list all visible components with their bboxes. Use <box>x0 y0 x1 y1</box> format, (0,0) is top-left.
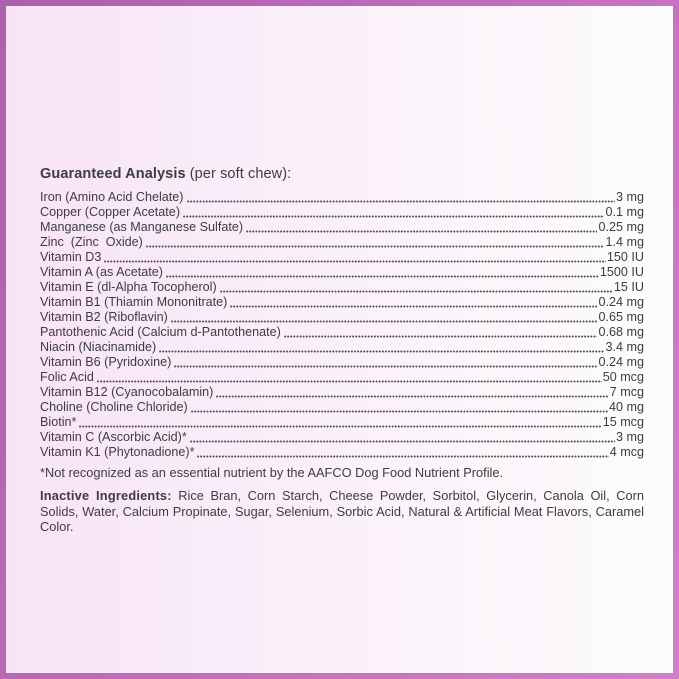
dot-leader <box>97 380 602 383</box>
nutrient-value: 150 IU <box>606 250 644 264</box>
section-title-bold: Guaranteed Analysis <box>40 166 186 182</box>
dot-leader <box>104 260 606 263</box>
nutrient-value: 3 mg <box>616 190 644 204</box>
table-row <box>40 295 644 310</box>
nutrient-name: Vitamin D3 <box>40 250 102 264</box>
nutrient-value: 0.1 mg <box>605 205 644 219</box>
nutrient-name: Niacin (Niacinamide) <box>40 340 157 354</box>
nutrient-value: 0.24 mg <box>598 295 644 309</box>
nutrient-name: Biotin* <box>40 415 77 429</box>
table-row <box>40 415 644 430</box>
table-row <box>40 355 644 370</box>
label-background <box>6 6 673 673</box>
nutrient-value: 40 mg <box>608 400 644 414</box>
dot-leader <box>159 350 604 353</box>
dot-leader <box>190 440 615 443</box>
nutrient-value: 15 IU <box>613 280 644 294</box>
table-row <box>40 340 644 355</box>
dot-leader <box>284 335 598 338</box>
nutrient-name: Vitamin B1 (Thiamin Mononitrate) <box>40 295 228 309</box>
nutrient-name: Pantothenic Acid (Calcium d-Pantothenate) <box>40 325 281 339</box>
analysis-table <box>40 190 644 460</box>
nutrient-name: Folic Acid <box>40 370 94 384</box>
nutrient-value: 0.24 mg <box>598 355 644 369</box>
table-row <box>40 385 644 400</box>
nutrient-value: 3 mg <box>616 430 644 444</box>
table-row <box>40 250 644 265</box>
table-row <box>40 370 644 385</box>
table-row <box>40 445 644 460</box>
dot-leader <box>174 365 597 368</box>
aafco-footnote: *Not recognized as an essential nutrient by the AAFCO Dog Food Nutrient Profile. <box>40 465 504 480</box>
table-row <box>40 190 644 205</box>
nutrient-name: Vitamin B6 (Pyridoxine) <box>40 355 172 369</box>
inactive-ingredients-label: Inactive Ingredients: <box>40 488 172 503</box>
nutrient-value: 3.4 mg <box>605 340 644 354</box>
table-row <box>40 400 644 415</box>
table-row <box>40 235 644 250</box>
nutrient-value: 15 mcg <box>602 415 644 429</box>
nutrient-name: Iron (Amino Acid Chelate) <box>40 190 184 204</box>
dot-leader <box>230 305 597 308</box>
dot-leader <box>146 245 605 248</box>
nutrient-value: 7 mcg <box>609 385 644 399</box>
dot-leader <box>79 425 601 428</box>
nutrient-value: 50 mcg <box>602 370 644 384</box>
nutrient-value: 0.68 mg <box>598 325 644 339</box>
dot-leader <box>187 200 616 203</box>
nutrient-name: Manganese (as Manganese Sulfate) <box>40 220 244 234</box>
nutrient-value: 0.25 mg <box>598 220 644 234</box>
section-title-tail: (per soft chew): <box>185 166 292 182</box>
nutrient-name: Vitamin C (Ascorbic Acid)* <box>40 430 187 444</box>
dot-leader <box>183 215 604 218</box>
inactive-ingredients <box>40 488 644 535</box>
dot-leader <box>197 455 608 458</box>
nutrient-name: Zinc (Zinc Oxide) <box>40 235 143 249</box>
dot-leader <box>171 320 598 323</box>
nutrient-name: Vitamin E (dl-Alpha Tocopherol) <box>40 280 217 294</box>
dot-leader <box>166 275 599 278</box>
table-row <box>40 220 644 235</box>
table-row <box>40 265 644 280</box>
nutrient-name: Vitamin B12 (Cyanocobalamin) <box>40 385 214 399</box>
nutrient-value: 1500 IU <box>599 265 644 279</box>
dot-leader <box>220 290 613 293</box>
nutrient-name: Vitamin K1 (Phytonadione)* <box>40 445 195 459</box>
table-row <box>40 325 644 340</box>
dot-leader <box>216 395 608 398</box>
nutrient-value: 0.65 mg <box>598 310 644 324</box>
table-row <box>40 280 644 295</box>
nutrient-name: Vitamin A (as Acetate) <box>40 265 163 279</box>
section-title <box>40 166 644 183</box>
table-row <box>40 430 644 445</box>
inactive-ingredients-list: Rice Bran, Corn Starch, Cheese Powder, Sorbitol, Glycerin, Canola Oil, Corn Solids, Water, Calcium Propinate, Sugar, Selenium, Sorbic Acid, Natural & Artificial Meat Flavors, Caramel Color. <box>40 488 644 535</box>
nutrient-name: Vitamin B2 (Riboflavin) <box>40 310 168 324</box>
nutrient-value: 4 mcg <box>609 445 644 459</box>
dot-leader <box>246 230 597 233</box>
table-row <box>40 310 644 325</box>
nutrient-name: Choline (Choline Chloride) <box>40 400 188 414</box>
nutrient-value: 1.4 mg <box>605 235 644 249</box>
dot-leader <box>191 410 608 413</box>
guaranteed-analysis-panel <box>40 166 644 535</box>
table-row <box>40 205 644 220</box>
nutrient-name: Copper (Copper Acetate) <box>40 205 181 219</box>
